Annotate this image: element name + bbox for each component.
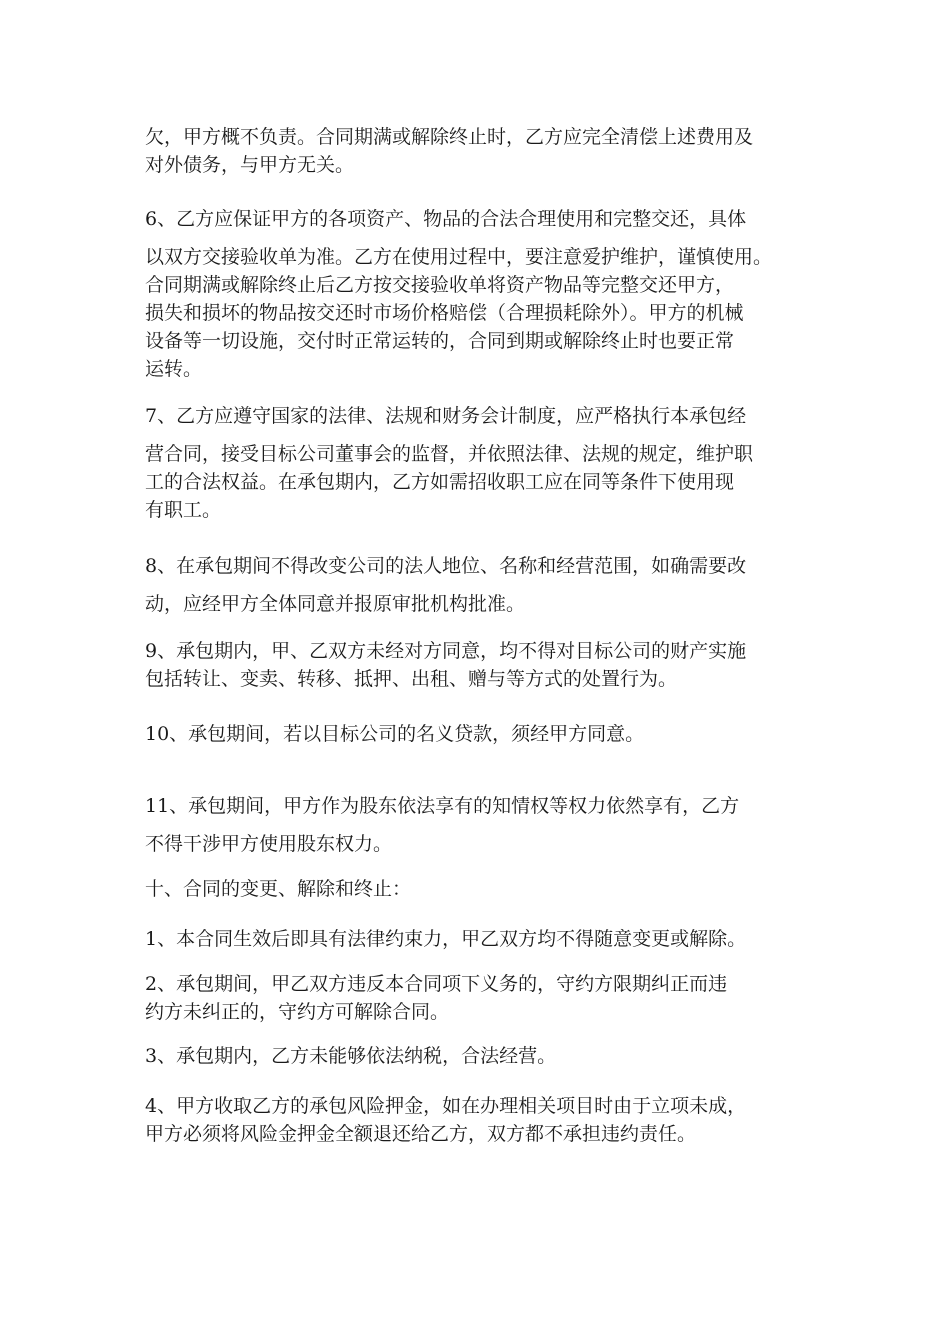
text-line: 甲方必须将风险金押金全额退还给乙方，双方都不承担违约责任。	[145, 1123, 697, 1145]
text-line: 11、承包期间，甲方作为股东依法享有的知情权等权力依然享有，乙方	[145, 795, 740, 817]
text-line: 设备等一切设施，交付时正常运转的，合同到期或解除终止时也要正常	[145, 330, 735, 352]
paragraph-8	[145, 552, 825, 618]
clause-3	[145, 1042, 825, 1070]
text-line: 6、乙方应保证甲方的各项资产、物品的合法合理使用和完整交还，具体	[145, 208, 747, 230]
text-line: 十、合同的变更、解除和终止：	[145, 878, 412, 900]
text-line: 动，应经甲方全体同意并报原审批机构批准。	[145, 593, 526, 615]
text-line: 3、承包期内，乙方未能够依法纳税，合法经营。	[145, 1045, 557, 1067]
text-line: 损失和损坏的物品按交还时市场价格赔偿（合理损耗除外）。甲方的机械	[145, 302, 744, 324]
paragraph-10	[145, 720, 825, 748]
paragraph-9	[145, 637, 825, 693]
text-line: 8、在承包期间不得改变公司的法人地位、名称和经营范围，如确需要改	[145, 555, 747, 577]
text-line: 10、承包期间，若以目标公司的名义贷款，须经甲方同意。	[145, 723, 645, 745]
paragraph-11	[145, 792, 825, 858]
text-line: 营合同，接受目标公司董事会的监督，并依照法律、法规的规定，维护职	[145, 443, 754, 465]
text-line: 欠，甲方概不负责。合同期满或解除终止时，乙方应完全清偿上述费用及	[145, 126, 754, 148]
clause-4	[145, 1092, 825, 1148]
section-heading	[145, 875, 825, 903]
text-line: 2、承包期间，甲乙双方违反本合同项下义务的，守约方限期纠正而违	[145, 973, 728, 995]
clause-2	[145, 970, 825, 1026]
text-line: 7、乙方应遵守国家的法律、法规和财务会计制度，应严格执行本承包经	[145, 405, 747, 427]
paragraph-1	[145, 123, 825, 179]
text-line: 包括转让、变卖、转移、抵押、出租、赠与等方式的处置行为。	[145, 668, 678, 690]
text-line: 约方未纠正的，守约方可解除合同。	[145, 1001, 450, 1023]
text-line: 对外债务，与甲方无关。	[145, 154, 355, 176]
text-line: 不得干涉甲方使用股东权力。	[145, 833, 393, 855]
text-line: 合同期满或解除终止后乙方按交接验收单将资产物品等完整交还甲方，	[145, 274, 735, 296]
text-line: 4、甲方收取乙方的承包风险押金，如在办理相关项目时由于立项未成，	[145, 1095, 747, 1117]
text-line: 工的合法权益。在承包期内，乙方如需招收职工应在同等条件下使用现	[145, 471, 735, 493]
text-line: 1、本合同生效后即具有法律约束力，甲乙双方均不得随意变更或解除。	[145, 928, 747, 950]
text-line: 有职工。	[145, 499, 222, 521]
text-line: 运转。	[145, 358, 203, 380]
text-line: 以双方交接验收单为准。乙方在使用过程中，要注意爱护维护，谨慎使用。	[145, 246, 773, 268]
text-line: 9、承包期内，甲、乙双方未经对方同意，均不得对目标公司的财产实施	[145, 640, 747, 662]
clause-1	[145, 925, 825, 953]
paragraph-7	[145, 402, 825, 524]
paragraph-6	[145, 205, 825, 383]
